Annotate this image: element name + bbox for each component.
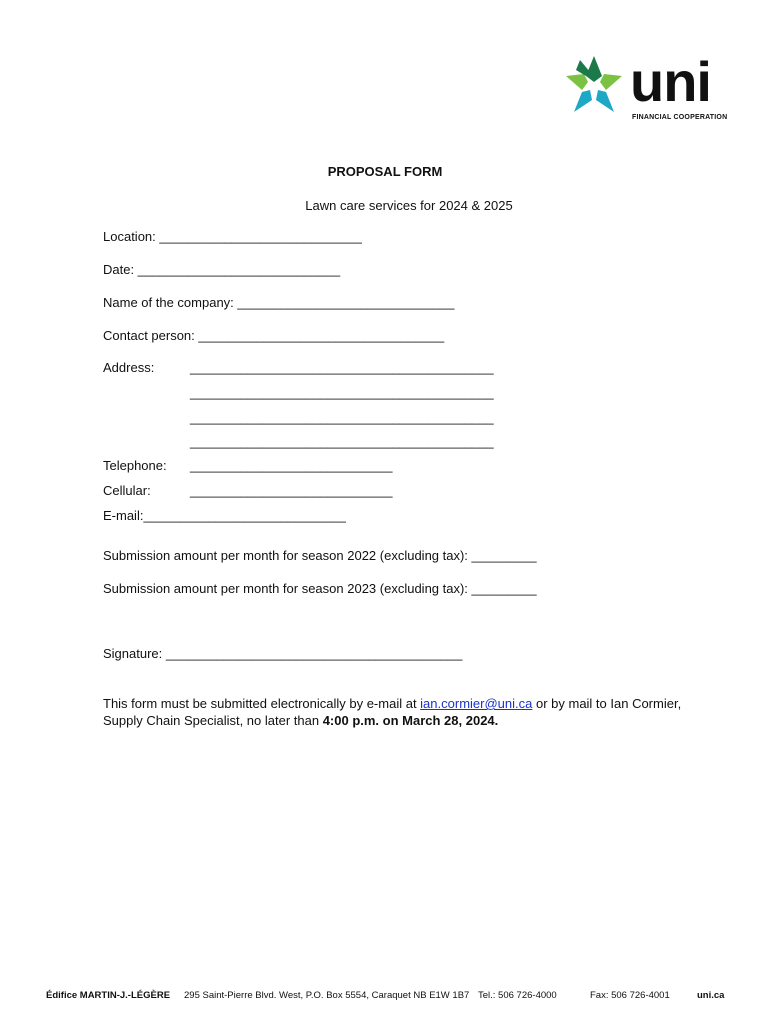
deadline-text: 4:00 p.m. on March 28, 2024. <box>322 713 499 728</box>
uni-logo <box>560 52 730 127</box>
note-text-2: or by mail to Ian Cormier, Supply Chain Specialist, no later than <box>103 696 682 728</box>
footer-website[interactable]: uni.ca <box>697 990 725 1001</box>
submission-2022-field[interactable]: Submission amount per month for season 2022 (excluding tax): _________ <box>103 548 537 563</box>
form-subtitle: Lawn care services for 2024 & 2025 <box>305 198 513 213</box>
contact-person-field[interactable]: Contact person: __________________________________ <box>103 328 445 343</box>
address-line-1[interactable]: __________________________________________ <box>190 360 494 375</box>
location-field[interactable]: Location: ____________________________ <box>103 229 362 244</box>
address-line-4[interactable]: __________________________________________ <box>190 434 494 449</box>
submission-note <box>103 695 703 729</box>
logo-wordmark: uni <box>630 50 711 113</box>
date-field[interactable]: Date: ____________________________ <box>103 262 341 277</box>
address-label: Address: <box>103 360 155 375</box>
submission-2023-field[interactable]: Submission amount per month for season 2023 (excluding tax): _________ <box>103 581 537 596</box>
address-line-2[interactable]: __________________________________________ <box>190 385 494 400</box>
footer-telephone: Tel.: 506 726-4000 <box>478 990 557 1001</box>
company-name-field[interactable]: Name of the company: ______________________________ <box>103 295 455 310</box>
footer-fax: Fax: 506 726-4001 <box>590 990 670 1001</box>
form-title: PROPOSAL FORM <box>327 164 443 179</box>
email-field[interactable]: E-mail:____________________________ <box>103 508 346 523</box>
footer-building: Édifice MARTIN-J.-LÉGÈRE <box>46 990 171 1001</box>
signature-field[interactable]: Signature: _________________________________________ <box>103 646 463 661</box>
page-footer <box>0 990 770 1006</box>
logo-tagline: FINANCIAL COOPERATION <box>632 114 728 121</box>
star-logo-icon <box>560 52 628 120</box>
telephone-field[interactable]: ____________________________ <box>190 458 393 473</box>
footer-address: 295 Saint-Pierre Blvd. West, P.O. Box 5554, Caraquet NB E1W 1B7 <box>184 990 470 1001</box>
cellular-label: Cellular: <box>103 483 151 498</box>
telephone-label: Telephone: <box>103 458 167 473</box>
note-text-1: This form must be submitted electronically by e-mail at <box>103 696 421 711</box>
address-line-3[interactable]: __________________________________________ <box>190 410 494 425</box>
email-link[interactable]: ian.cormier@uni.ca <box>420 696 533 711</box>
cellular-field[interactable]: ____________________________ <box>190 483 393 498</box>
